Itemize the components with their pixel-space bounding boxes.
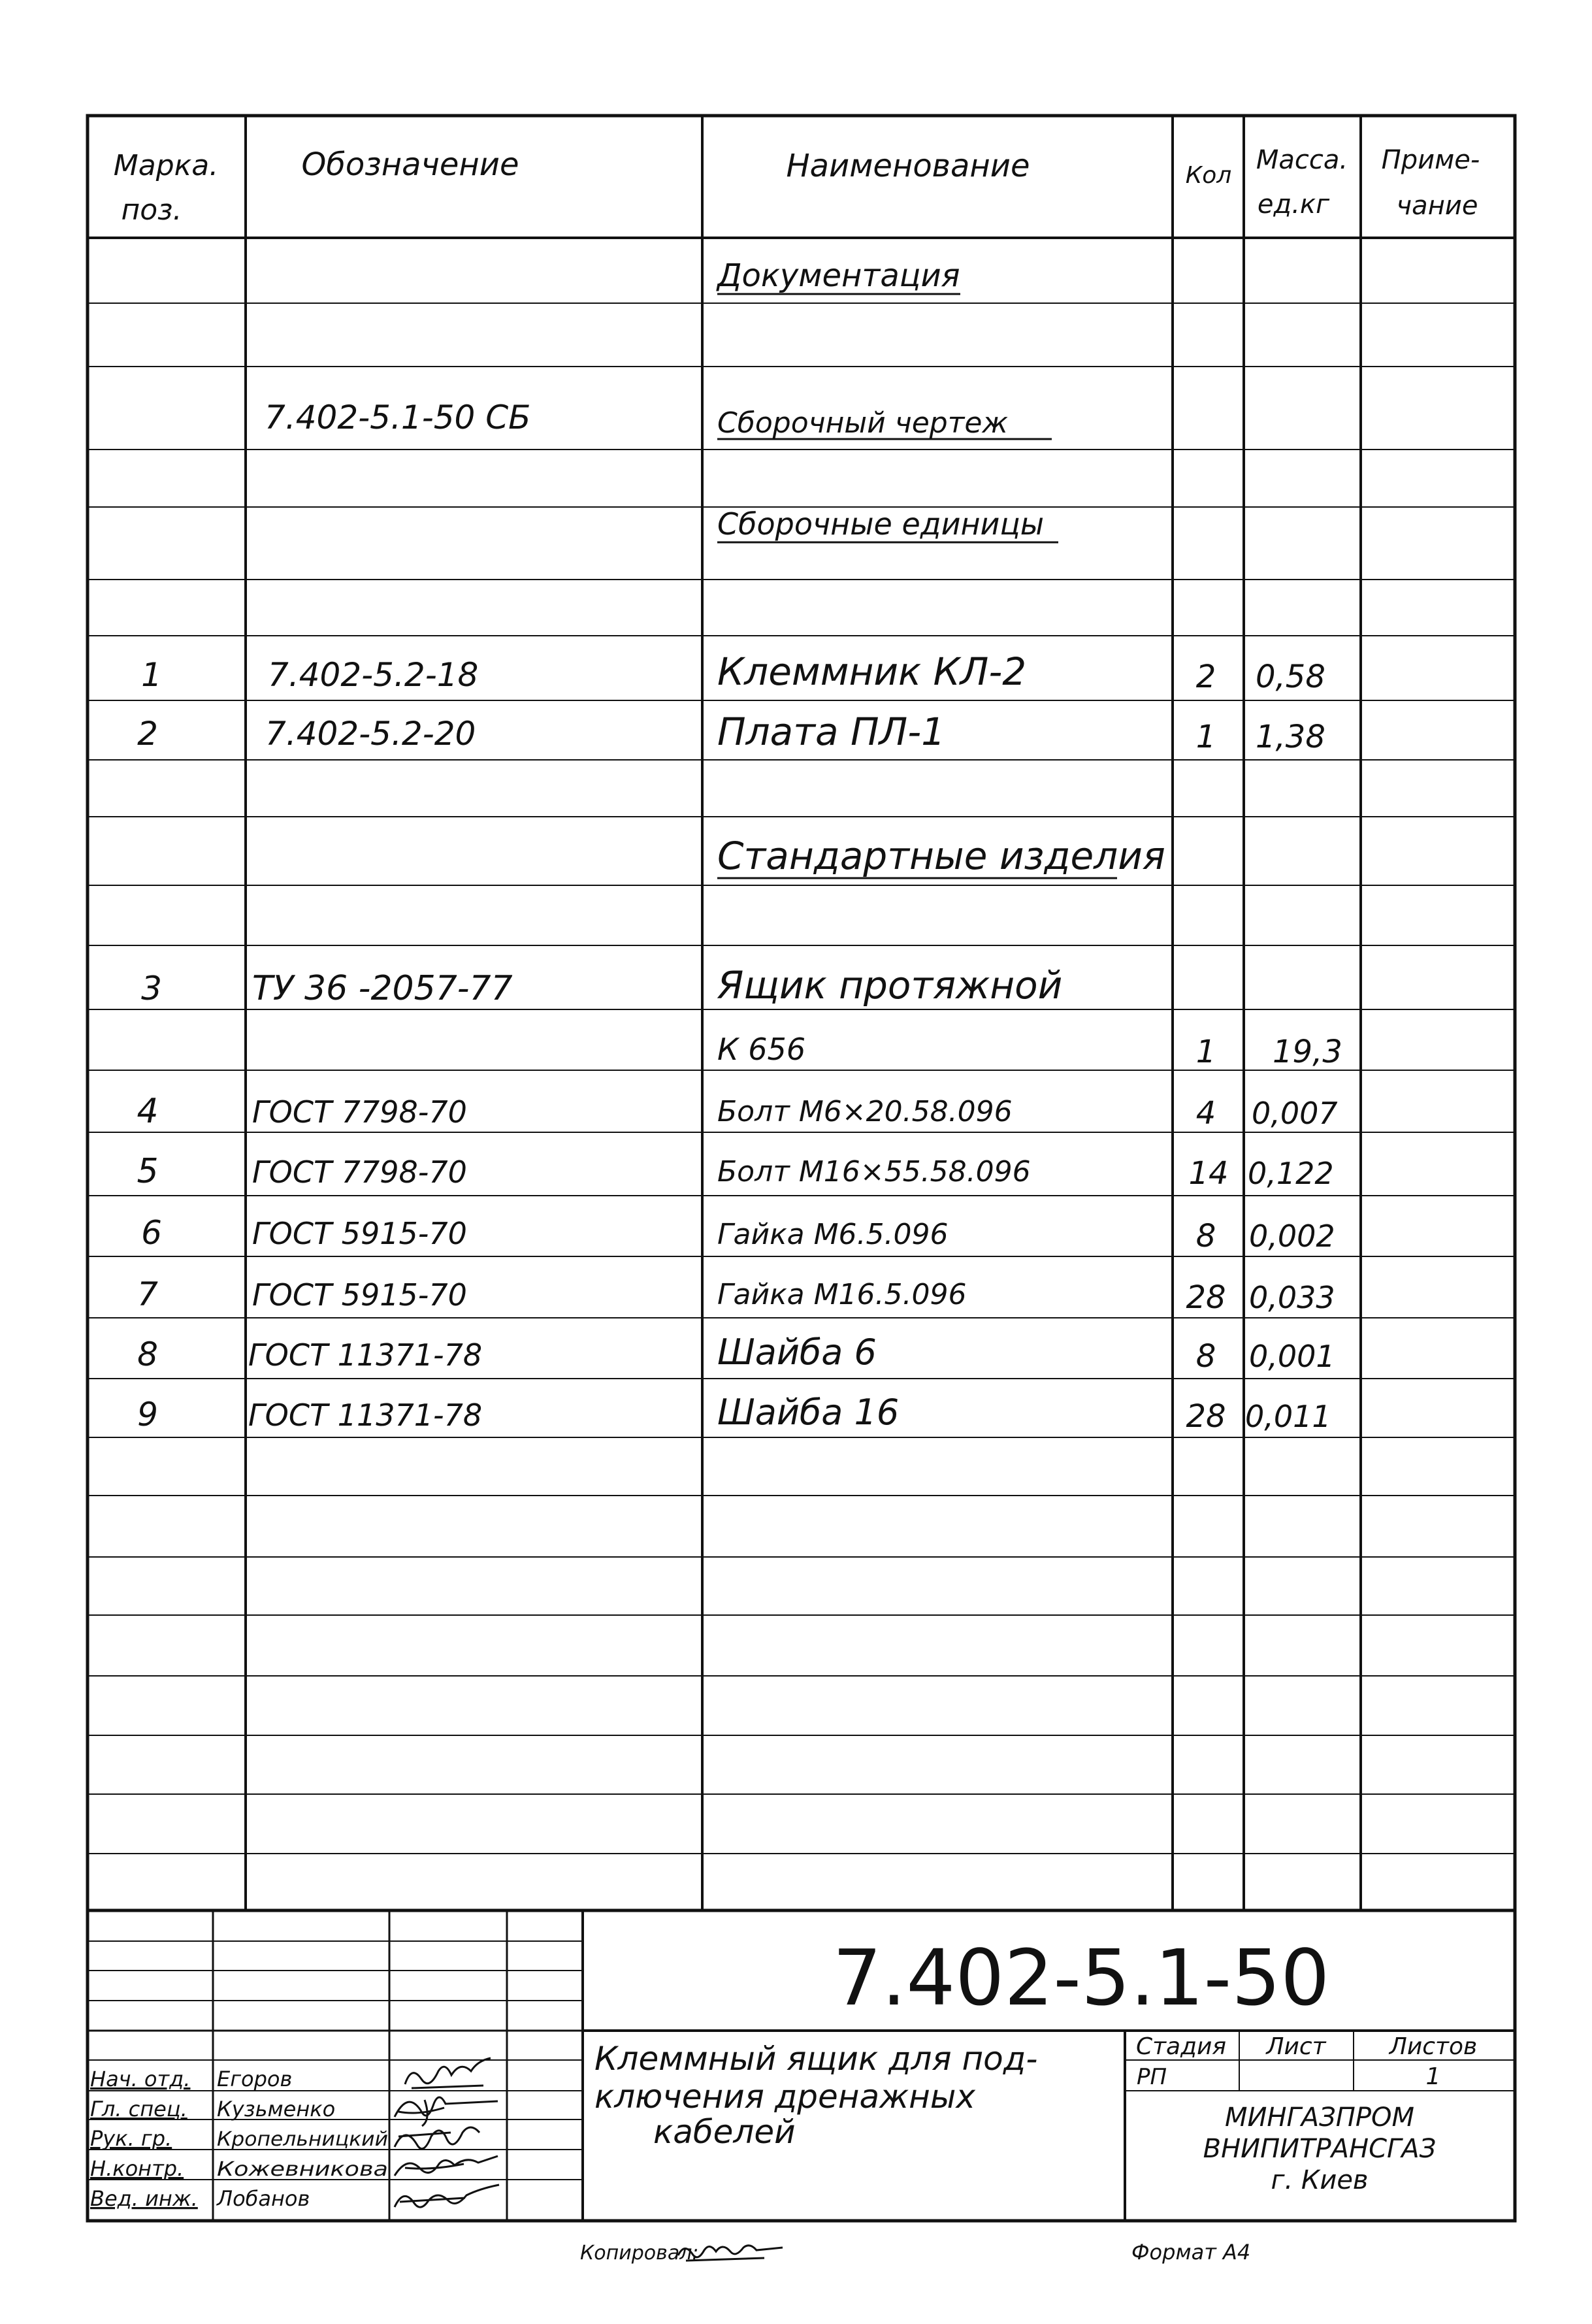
- header-mass-line2: ед.кг: [1257, 189, 1330, 220]
- section-assembly-units: Сборочные единицы: [717, 506, 1045, 542]
- signature-scribble: [395, 2097, 498, 2126]
- spec-table-grid: [88, 116, 1515, 1910]
- signature-scribble: [405, 2058, 491, 2088]
- row1-name: Клеммник КЛ-2: [717, 649, 1027, 694]
- staff-role: Гл. спец.: [90, 2097, 187, 2121]
- row5-mass: 0,122: [1248, 1156, 1334, 1191]
- row6-mark: 6: [141, 1214, 162, 1252]
- row8-designation: ГОСТ 11371-78: [248, 1337, 483, 1373]
- doc-name: Сборочный чертеж: [717, 406, 1009, 440]
- row2-qty: 1: [1195, 719, 1216, 755]
- stage-value: РП: [1137, 2064, 1167, 2090]
- row4-designation: ГОСТ 7798-70: [252, 1094, 467, 1130]
- row7-mass: 0,033: [1249, 1280, 1335, 1315]
- sheets-label: Листов: [1389, 2033, 1478, 2060]
- row6-mass: 0,002: [1249, 1219, 1335, 1254]
- row3-designation: ТУ 36 -2057-77: [252, 969, 513, 1008]
- section-standard-items: Стандартные изделия: [717, 834, 1165, 878]
- sheet-label: Лист: [1266, 2033, 1326, 2060]
- header-qty: Кол: [1185, 162, 1232, 189]
- row6-qty: 8: [1195, 1218, 1216, 1254]
- row1-qty: 2: [1195, 659, 1216, 695]
- row8-qty: 8: [1195, 1338, 1216, 1375]
- row4-name: Болт М6×20.58.096: [717, 1095, 1013, 1128]
- row4-mark: 4: [137, 1092, 159, 1131]
- document-title-line3: кабелей: [653, 2113, 796, 2151]
- row2-designation: 7.402-5.2-20: [265, 715, 476, 753]
- staff-role: Н.контр.: [90, 2156, 184, 2181]
- row3-name: Ящик протяжной: [717, 963, 1063, 1007]
- row3b-qty: 1: [1195, 1034, 1216, 1070]
- table-row: [137, 1152, 1333, 1192]
- table-row: [137, 1392, 1331, 1435]
- sheets-value: 1: [1425, 2063, 1441, 2090]
- staff-list: [90, 2067, 388, 2211]
- format-label: Формат А4: [1131, 2240, 1251, 2265]
- staff-name: Кропельницкий: [217, 2128, 388, 2151]
- table-row: [141, 1214, 1335, 1254]
- row2-mark: 2: [137, 715, 158, 753]
- organization-line3: г. Киев: [1271, 2165, 1369, 2195]
- header-mass-line1: Масса.: [1256, 145, 1348, 175]
- staff-name: Лобанов: [217, 2186, 310, 2211]
- header-name: Наименование: [786, 148, 1030, 184]
- row8-name: Шайба 6: [717, 1332, 877, 1373]
- row4-qty: 4: [1195, 1095, 1216, 1132]
- row7-mark: 7: [137, 1275, 158, 1313]
- doc-designation: 7.402-5.1-50 СБ: [265, 399, 531, 436]
- staff-name: Кузьменко: [217, 2097, 336, 2121]
- organization: [1203, 2103, 1437, 2195]
- row1-designation: 7.402-5.2-18: [268, 656, 479, 694]
- table-row: [141, 649, 1325, 695]
- copied-by-label: Копировал:: [580, 2242, 699, 2265]
- table-header: [114, 145, 1480, 227]
- document-number: 7.402-5.1-50: [832, 1933, 1330, 2023]
- row7-qty: 28: [1186, 1279, 1226, 1316]
- row9-mass: 0,011: [1245, 1399, 1331, 1434]
- signatures: [395, 2058, 499, 2207]
- row5-designation: ГОСТ 7798-70: [252, 1154, 467, 1190]
- header-note-line2: чание: [1396, 191, 1478, 221]
- signature-scribble: [395, 2185, 499, 2207]
- signature-scribble: [395, 2156, 498, 2176]
- header-mark-line2: поз.: [121, 193, 182, 227]
- row9-designation: ГОСТ 11371-78: [248, 1398, 483, 1433]
- table-row: [137, 1332, 1335, 1375]
- document-title-line1: Клеммный ящик для под-: [594, 2040, 1038, 2078]
- header-note-line1: Приме-: [1381, 145, 1480, 175]
- header-mark-line1: Марка.: [113, 149, 219, 182]
- table-row: [717, 1032, 1342, 1070]
- row7-name: Гайка М16.5.096: [717, 1278, 967, 1311]
- table-row: [137, 1275, 1335, 1316]
- row3-mark: 3: [141, 970, 162, 1007]
- row3b-mass: 19,3: [1273, 1034, 1342, 1070]
- row6-name: Гайка М6.5.096: [717, 1218, 949, 1251]
- row5-mark: 5: [137, 1152, 159, 1191]
- row3b-name: К 656: [717, 1032, 806, 1067]
- staff-name: Егоров: [217, 2067, 293, 2091]
- table-row: [137, 710, 1325, 755]
- row4-mass: 0,007: [1252, 1096, 1338, 1131]
- signature-scribble: [395, 2127, 479, 2149]
- header-designation: Обозначение: [301, 146, 519, 183]
- row2-mass: 1,38: [1256, 719, 1325, 755]
- row8-mass: 0,001: [1249, 1339, 1335, 1374]
- row9-mark: 9: [137, 1396, 158, 1433]
- organization-line1: МИНГАЗПРОМ: [1225, 2103, 1414, 2133]
- row9-qty: 28: [1186, 1398, 1226, 1435]
- row9-name: Шайба 16: [717, 1392, 900, 1433]
- staff-role: Вед. инж.: [90, 2186, 198, 2211]
- stage-label: Стадия: [1135, 2033, 1227, 2060]
- section-documentation: Документация: [717, 257, 960, 294]
- row8-mark: 8: [137, 1335, 158, 1373]
- document-title-line2: ключения дренажных: [594, 2078, 975, 2116]
- table-row: [137, 1092, 1337, 1132]
- row6-designation: ГОСТ 5915-70: [252, 1216, 467, 1251]
- table-row: [141, 963, 1062, 1008]
- row7-designation: ГОСТ 5915-70: [252, 1277, 467, 1313]
- document-title: [594, 2040, 1037, 2151]
- staff-name: Кожевникова: [217, 2158, 388, 2181]
- row1-mass: 0,58: [1256, 659, 1325, 695]
- staff-role: Рук. гр.: [90, 2126, 172, 2151]
- row2-name: Плата ПЛ-1: [717, 710, 946, 754]
- row5-qty: 14: [1188, 1155, 1229, 1192]
- organization-line2: ВНИПИТРАНСГАЗ: [1203, 2134, 1437, 2164]
- row1-mark: 1: [141, 656, 162, 694]
- row5-name: Болт М16×55.58.096: [717, 1155, 1031, 1188]
- staff-role: Нач. отд.: [90, 2067, 191, 2091]
